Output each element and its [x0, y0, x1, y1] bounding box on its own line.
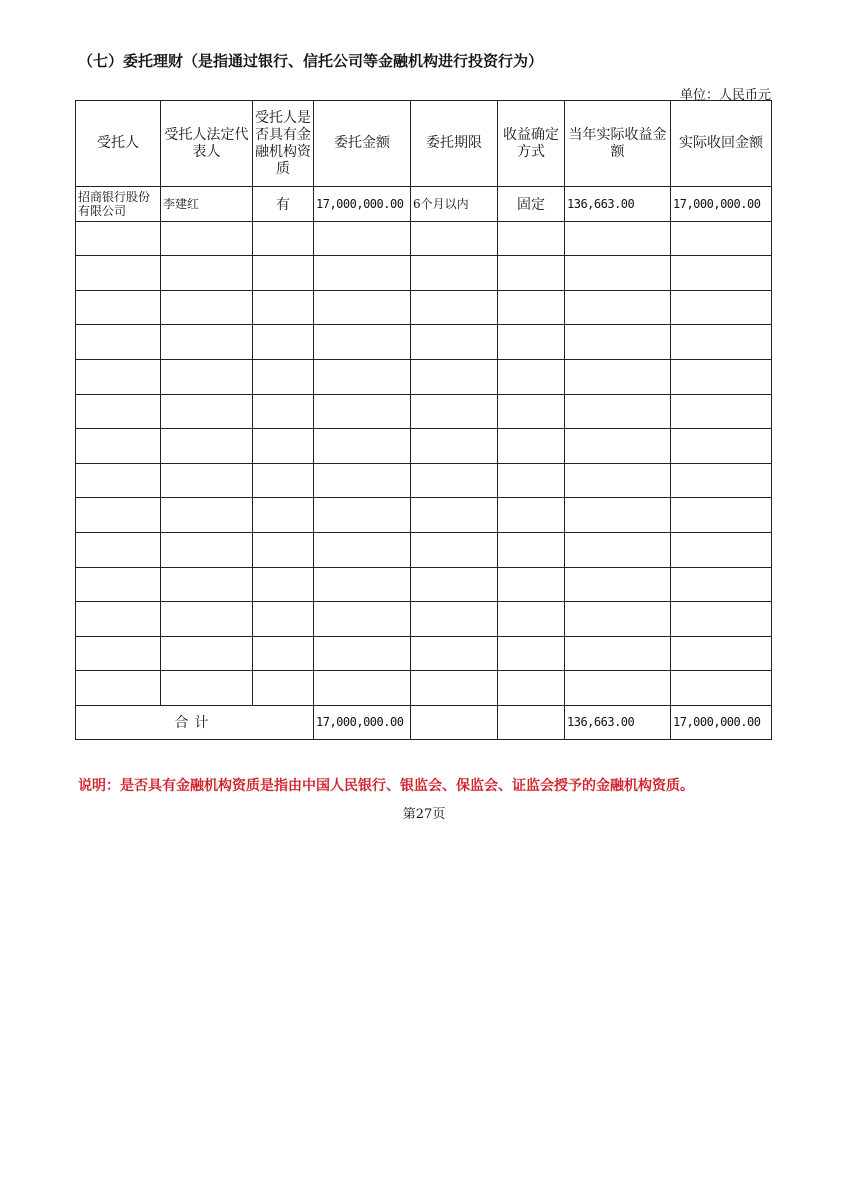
cell-method: 固定	[498, 187, 565, 222]
header-representative: 受托人法定代表人	[161, 101, 253, 187]
header-income: 当年实际收益金额	[565, 101, 671, 187]
unit-label: 单位：人民币元	[679, 88, 771, 103]
header-method: 收益确定方式	[498, 101, 565, 187]
cell-representative: 李建红	[161, 187, 253, 222]
total-amount: 17,000,000.00	[314, 705, 411, 739]
footnote: 说明：是否具有金融机构资质是指由中国人民银行、银监会、保监会、证监会授予的金融机构资质。	[78, 778, 694, 794]
empty-row	[76, 463, 772, 498]
cell-recovered: 17,000,000.00	[671, 187, 772, 222]
empty-row	[76, 290, 772, 325]
page-number: 第27页	[402, 807, 446, 822]
total-label: 合计	[76, 705, 314, 739]
total-term-empty	[411, 705, 498, 739]
table-header-row	[76, 101, 772, 187]
empty-row	[76, 498, 772, 533]
cell-amount: 17,000,000.00	[314, 187, 411, 222]
empty-row	[76, 221, 772, 256]
empty-row	[76, 532, 772, 567]
trust-investment-table	[75, 100, 772, 740]
total-recovered: 17,000,000.00	[671, 705, 772, 739]
empty-row	[76, 394, 772, 429]
cell-term: 6个月以内	[411, 187, 498, 222]
empty-row	[76, 671, 772, 706]
header-term: 委托期限	[411, 101, 498, 187]
header-trustee: 受托人	[76, 101, 161, 187]
total-row	[76, 705, 772, 739]
cell-trustee: 招商银行股份有限公司	[76, 187, 161, 222]
page-title: （七）委托理财（是指通过银行、信托公司等金融机构进行投资行为）	[78, 52, 544, 70]
total-method-empty	[498, 705, 565, 739]
header-recovered: 实际收回金额	[671, 101, 772, 187]
empty-row	[76, 567, 772, 602]
cell-income: 136,663.00	[565, 187, 671, 222]
table-row	[76, 187, 772, 222]
empty-row	[76, 636, 772, 671]
empty-row	[76, 325, 772, 360]
empty-row	[76, 602, 772, 637]
empty-row	[76, 359, 772, 394]
empty-row	[76, 429, 772, 464]
header-qualification: 受托人是否具有金融机构资质	[253, 101, 314, 187]
empty-row	[76, 256, 772, 291]
header-amount: 委托金额	[314, 101, 411, 187]
cell-qualified: 有	[253, 187, 314, 222]
total-income: 136,663.00	[565, 705, 671, 739]
